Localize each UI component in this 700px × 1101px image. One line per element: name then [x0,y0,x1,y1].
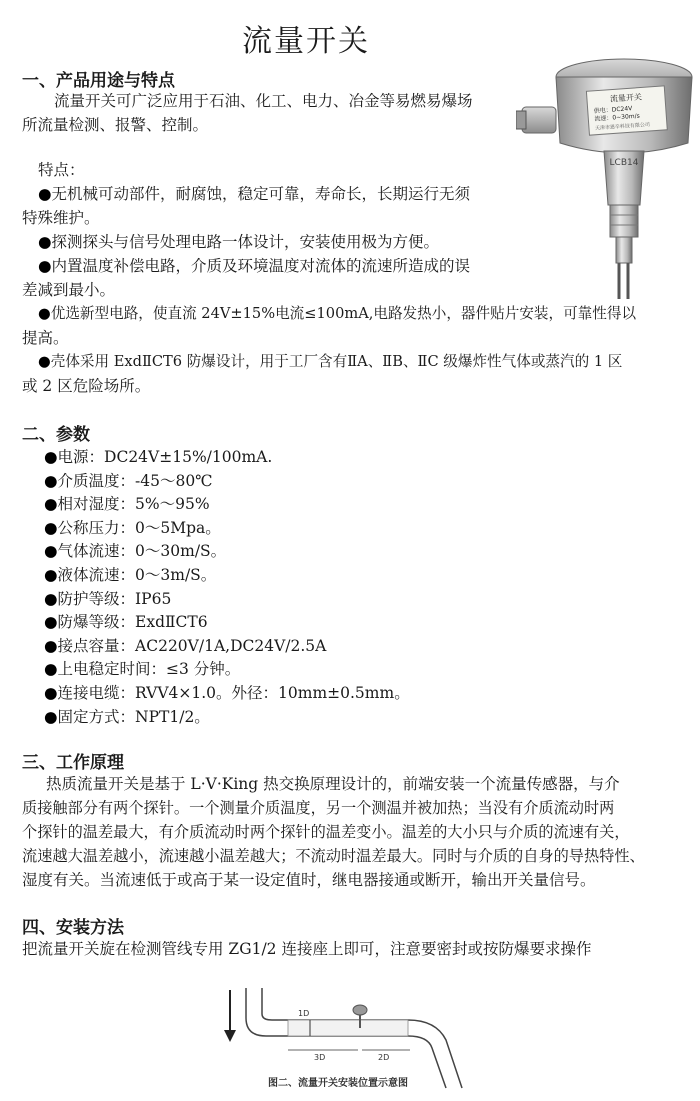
principle-line: 热质流量开关是基于 L·V·King 热交换原理设计的，前端安装一个流量传感器，与介 [46,775,620,793]
feature-item: ●无机械可动部件，耐腐蚀，稳定可靠，寿命长，长期运行无须 [38,185,471,203]
param-item: ●电源：DC24V±15%/100mA. [44,448,273,466]
param-item: ●公称压力：0～5Mpa。 [44,518,221,537]
intro-line-1: 流量开关可广泛应用于石油、化工、电力、冶金等易燃易爆场 [54,92,473,110]
install-text: 把流量开关旋在检测管线专用 ZG1/2 连接座上即可，注意要密封或按防爆要求操作 [22,940,592,958]
bullet-icon: ● [44,684,58,702]
param-item: ●固定方式：NPT1/2。 [44,707,210,726]
flow-arrow-head [224,1030,236,1042]
bullet-icon: ● [38,353,51,370]
features-label: 特点： [38,161,85,179]
feature-item-cont: 特殊维护。 [22,209,100,227]
principle-line: 个探针的温差最大，有介质流动时两个探针的温差变小。温差的大小只与介质的流速有关， [22,823,630,841]
feature-item-cont: 提高。 [22,329,69,347]
label-3d: 3D [314,1053,326,1062]
bullet-icon: ● [44,589,58,608]
section-heading-principle: 三、工作原理 [22,753,124,773]
param-item: ●连接电缆：RVV4×1.0。外径：10mm±0.5mm。 [44,684,410,702]
param-item: ●防爆等级：ExdⅡCT6 [44,613,208,632]
feature-item-cont: 或 2 区危险场所。 [22,377,151,395]
bullet-icon: ● [44,566,58,584]
nameplate-maker: 天津市恩辛科技有限公司 [594,121,651,132]
bullet-icon: ● [38,233,52,251]
principle-line: 质接触部分有两个探针。一个测量介质温度，另一个测温并被加热；当没有介质流动时两 [22,799,615,817]
feature-item: ●内置温度补偿电路，介质及环境温度对流体的流速所造成的误 [38,257,471,275]
nameplate-range: 流速：0~30m/s [594,112,640,123]
param-item: ●液体流速：0～3m/S。 [44,566,217,584]
section-heading-install: 四、安装方法 [22,918,124,938]
section-heading-params: 二、参数 [22,425,90,445]
bullet-icon: ● [44,613,58,632]
param-item: ●防护等级：IP65 [44,589,172,608]
nameplate [586,86,667,135]
feature-item: ●壳体采用 ExdⅡCT6 防爆设计，用于工厂含有ⅡA、ⅡB、ⅡC 级爆炸性气体或蒸汽的 1 区 [38,353,623,370]
param-item: ●气体流速：0～30m/S。 [44,542,227,561]
product-photo [516,55,696,305]
feature-item: ●优选新型电路，使直流 24V±15%电流≤100mA,电路发热小，器件贴片安装，可靠性得以 [38,305,637,322]
bullet-icon: ● [38,305,51,322]
intro-line-2: 所流量检测、报警、控制。 [22,116,209,134]
page-title: 流量开关 [242,24,370,59]
installation-diagram [218,978,478,1096]
bullet-icon: ● [44,495,58,514]
label-1d: 1D [298,1009,310,1018]
bullet-icon: ● [44,542,58,561]
param-item: ●接点容量：AC220V/1A,DC24V/2.5A [44,636,327,655]
bullet-icon: ● [38,257,52,275]
bullet-icon: ● [44,471,58,490]
nameplate-power: 供电：DC24V [593,105,633,115]
bullet-icon: ● [44,707,58,726]
bullet-icon: ● [44,660,58,679]
principle-line: 流速越大温差越小，流速越小温差越大；不流动时温差最大。同时与介质的自身的导热特性、 [22,847,645,865]
feature-item-cont: 差减到最小。 [22,281,116,299]
bullet-icon: ● [44,518,58,537]
feature-item: ●探测探头与信号处理电路一体设计，安装使用极为方便。 [38,233,440,251]
figure-caption: 图二、流量开关安装位置示意图 [268,1078,408,1089]
label-2d: 2D [378,1053,390,1062]
param-item: ●上电稳定时间：≤3 分钟。 [44,660,241,679]
principle-line: 湿度有关。当流速低于或高于某一设定值时，继电器接通或断开，输出开关量信号。 [22,871,596,889]
param-item: ●相对湿度：5%～95% [44,495,210,514]
bullet-icon: ● [38,185,52,203]
bullet-icon: ● [44,636,58,655]
section-heading-usage: 一、产品用途与特点 [22,71,175,91]
model-engraving: LCB14 [609,158,639,168]
param-item: ●介质温度：-45～80℃ [44,471,213,490]
bullet-icon: ● [44,448,58,466]
nameplate-title: 流量开关 [609,92,643,104]
